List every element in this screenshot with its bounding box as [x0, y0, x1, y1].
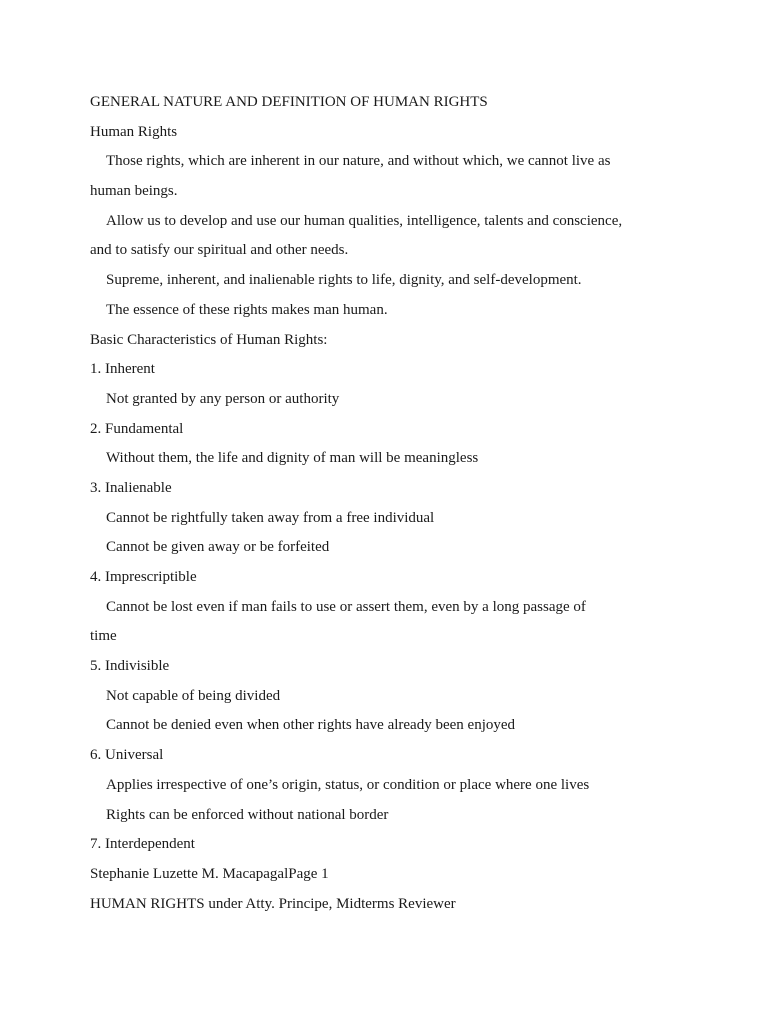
- characteristic-title: 4. Imprescriptible: [90, 569, 197, 585]
- characteristic-title: 5. Indivisible: [90, 658, 170, 675]
- characteristic-detail: Not capable of being divided: [106, 687, 281, 704]
- definition-line: Those rights, which are inherent in our nature, and without which, we cannot live as: [106, 153, 611, 170]
- definition-line: The essence of these rights makes man human.: [106, 301, 388, 318]
- characteristic-detail: Applies irrespective of one’s origin, status, or condition or place where one lives: [106, 776, 590, 793]
- characteristic-title: 6. Universal: [90, 747, 164, 764]
- characteristic-detail: Rights can be enforced without national border: [106, 806, 389, 823]
- characteristic-detail: Cannot be denied even when other rights have already been enjoyed: [106, 717, 516, 734]
- characteristic-detail: time: [90, 628, 117, 645]
- definition-line: Allow us to develop and use our human qualities, intelligence, talents and conscience,: [106, 212, 623, 229]
- section-heading: Human Rights: [90, 123, 178, 140]
- characteristic-detail: Cannot be rightfully taken away from a free individual: [106, 509, 435, 526]
- characteristic-detail: Cannot be given away or be forfeited: [106, 539, 330, 556]
- page-footer: Stephanie Luzette M. MacapagalPage 1: [90, 865, 329, 882]
- document-title: GENERAL NATURE AND DEFINITION OF HUMAN RIGHTS: [90, 94, 488, 110]
- document-page: [90, 88, 690, 919]
- definition-line: and to satisfy our spiritual and other needs.: [90, 242, 349, 259]
- characteristics-heading: Basic Characteristics of Human Rights:: [90, 331, 328, 348]
- definition-line: human beings.: [90, 183, 178, 200]
- characteristic-title: 2. Fundamental: [90, 420, 184, 437]
- characteristic-detail: Without them, the life and dignity of man will be meaningless: [106, 450, 479, 467]
- running-header: HUMAN RIGHTS under Atty. Principe, Midterms Reviewer: [90, 895, 456, 912]
- characteristic-detail: Not granted by any person or authority: [106, 390, 340, 407]
- characteristic-title: 3. Inalienable: [90, 479, 172, 496]
- definition-line: Supreme, inherent, and inalienable rights to life, dignity, and self-development.: [106, 272, 582, 289]
- characteristic-title: 7. Interdependent: [90, 836, 195, 853]
- characteristic-detail: Cannot be lost even if man fails to use or assert them, even by a long passage of: [106, 598, 586, 615]
- characteristic-title: 1. Inherent: [90, 361, 155, 378]
